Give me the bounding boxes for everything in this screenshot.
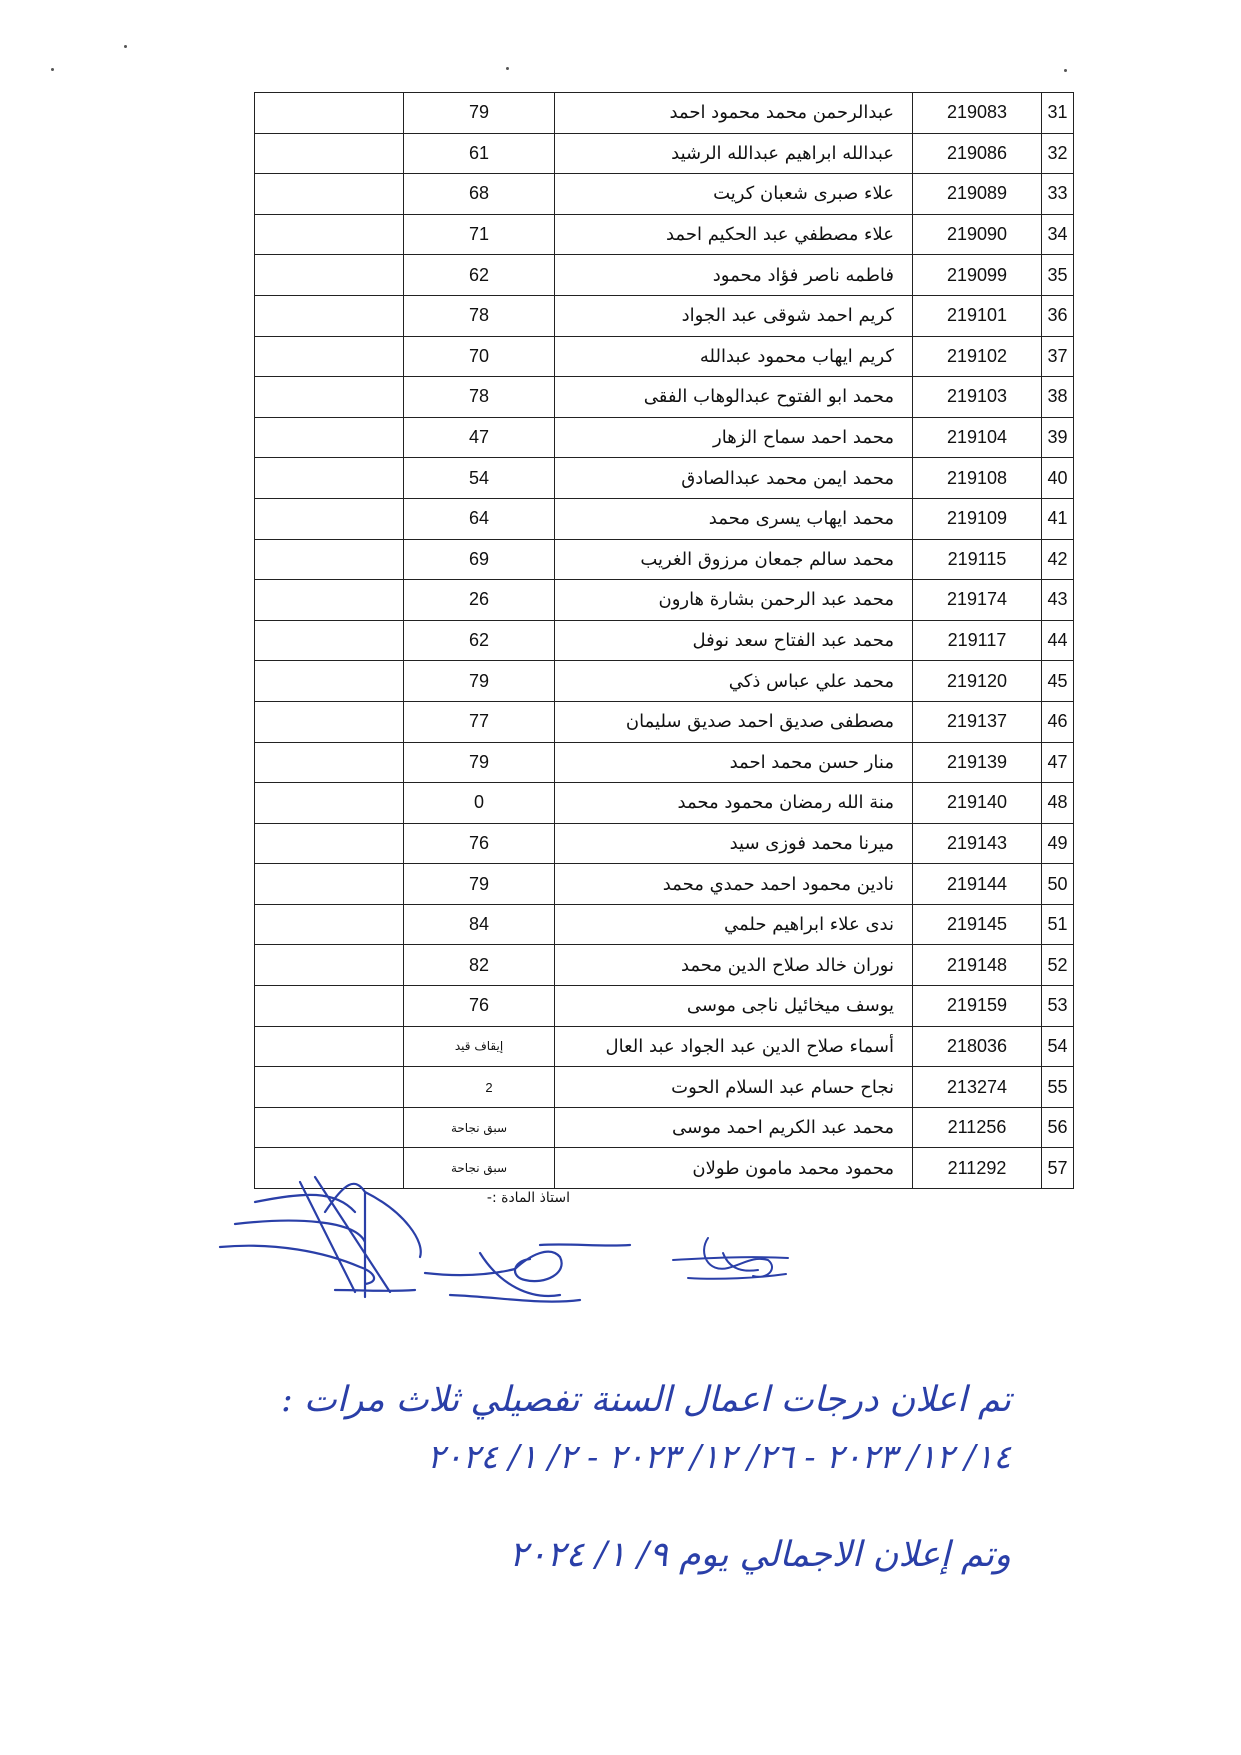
- student-id-cell: 219089: [913, 174, 1042, 215]
- blank-cell: [255, 945, 404, 986]
- student-name-cell: ندى علاء ابراهيم حلمي: [555, 904, 913, 945]
- grade-cell: 61: [404, 133, 555, 174]
- blank-cell: [255, 133, 404, 174]
- row-number-cell: 43: [1042, 580, 1074, 621]
- blank-cell: [255, 93, 404, 134]
- table-row: [255, 1026, 1074, 1067]
- table-row: [255, 336, 1074, 377]
- table-row: [255, 701, 1074, 742]
- scan-speck: [506, 67, 509, 70]
- student-name-cell: محمد سالم جمعان مرزوق الغريب: [555, 539, 913, 580]
- blank-cell: [255, 864, 404, 905]
- row-number-cell: 33: [1042, 174, 1074, 215]
- row-number-cell: 37: [1042, 336, 1074, 377]
- student-id-cell: 211256: [913, 1107, 1042, 1148]
- student-id-cell: 218036: [913, 1026, 1042, 1067]
- student-id-cell: 219102: [913, 336, 1042, 377]
- blank-cell: [255, 580, 404, 621]
- student-id-cell: 219174: [913, 580, 1042, 621]
- blank-cell: [255, 174, 404, 215]
- blank-cell: [255, 661, 404, 702]
- student-id-cell: 213274: [913, 1067, 1042, 1108]
- row-number-cell: 45: [1042, 661, 1074, 702]
- row-number-cell: 35: [1042, 255, 1074, 296]
- grades-table: [254, 92, 1074, 1189]
- student-id-cell: 219099: [913, 255, 1042, 296]
- row-number-cell: 46: [1042, 701, 1074, 742]
- row-number-cell: 32: [1042, 133, 1074, 174]
- scan-speck: [51, 68, 54, 71]
- student-id-cell: 219144: [913, 864, 1042, 905]
- blank-cell: [255, 620, 404, 661]
- row-number-cell: 57: [1042, 1148, 1074, 1189]
- student-id-cell: 219140: [913, 783, 1042, 824]
- row-number-cell: 40: [1042, 458, 1074, 499]
- student-id-cell: 219108: [913, 458, 1042, 499]
- student-name-cell: عبدالرحمن محمد محمود احمد: [555, 93, 913, 134]
- grade-cell: 76: [404, 986, 555, 1027]
- row-number-cell: 31: [1042, 93, 1074, 134]
- student-name-cell: نادين محمود احمد حمدي محمد: [555, 864, 913, 905]
- row-number-cell: 34: [1042, 214, 1074, 255]
- student-name-cell: محمد ابو الفتوح عبدالوهاب الفقى: [555, 377, 913, 418]
- grade-cell: 68: [404, 174, 555, 215]
- student-id-cell: 219120: [913, 661, 1042, 702]
- grade-cell: 62: [404, 255, 555, 296]
- row-number-cell: 42: [1042, 539, 1074, 580]
- grade-cell: 77: [404, 701, 555, 742]
- grade-cell: إيقاف قيد: [404, 1026, 555, 1067]
- student-id-cell: 219159: [913, 986, 1042, 1027]
- row-number-cell: 54: [1042, 1026, 1074, 1067]
- student-id-cell: 219101: [913, 295, 1042, 336]
- grade-cell: 79: [404, 742, 555, 783]
- student-id-cell: 219117: [913, 620, 1042, 661]
- grade-cell: 62: [404, 620, 555, 661]
- table-row: [255, 458, 1074, 499]
- student-id-cell: 219090: [913, 214, 1042, 255]
- row-number-cell: 51: [1042, 904, 1074, 945]
- handwritten-note-line-1: تم اعلان درجات اعمال السنة تفصيلي ثلاث مرات :: [280, 1380, 1011, 1420]
- scan-speck: [124, 45, 127, 48]
- student-id-cell: 219086: [913, 133, 1042, 174]
- table-row: [255, 214, 1074, 255]
- grade-cell: 79: [404, 864, 555, 905]
- blank-cell: [255, 377, 404, 418]
- student-name-cell: محمد عبد الفتاح سعد نوفل: [555, 620, 913, 661]
- row-number-cell: 56: [1042, 1107, 1074, 1148]
- row-number-cell: 47: [1042, 742, 1074, 783]
- grade-cell: سبق نجاحة: [404, 1107, 555, 1148]
- row-number-cell: 53: [1042, 986, 1074, 1027]
- blank-cell: [255, 823, 404, 864]
- student-name-cell: محمد ايمن محمد عبدالصادق: [555, 458, 913, 499]
- grade-cell: 71: [404, 214, 555, 255]
- table-row: [255, 1107, 1074, 1148]
- student-id-cell: 219145: [913, 904, 1042, 945]
- grade-cell: 54: [404, 458, 555, 499]
- blank-cell: [255, 742, 404, 783]
- student-name-cell: محمد احمد سماح الزهار: [555, 417, 913, 458]
- row-number-cell: 38: [1042, 377, 1074, 418]
- student-id-cell: 219115: [913, 539, 1042, 580]
- grade-cell: 70: [404, 336, 555, 377]
- table-row: [255, 377, 1074, 418]
- row-number-cell: 50: [1042, 864, 1074, 905]
- student-name-cell: محمد عبد الرحمن بشارة هارون: [555, 580, 913, 621]
- row-number-cell: 41: [1042, 498, 1074, 539]
- blank-cell: [255, 417, 404, 458]
- student-id-cell: 211292: [913, 1148, 1042, 1189]
- row-number-cell: 49: [1042, 823, 1074, 864]
- table-row: [255, 864, 1074, 905]
- row-number-cell: 36: [1042, 295, 1074, 336]
- student-name-cell: منة الله رمضان محمود محمد: [555, 783, 913, 824]
- row-number-cell: 48: [1042, 783, 1074, 824]
- grade-cell: 84: [404, 904, 555, 945]
- blank-cell: [255, 255, 404, 296]
- grade-cell: سبق نجاحة: [404, 1148, 555, 1189]
- student-name-cell: محمود محمد مامون طولان: [555, 1148, 913, 1189]
- student-id-cell: 219137: [913, 701, 1042, 742]
- table-row: [255, 133, 1074, 174]
- grade-cell: 78: [404, 295, 555, 336]
- grade-cell: 78: [404, 377, 555, 418]
- table-row: [255, 295, 1074, 336]
- blank-cell: [255, 336, 404, 377]
- table-row: [255, 742, 1074, 783]
- student-id-cell: 219143: [913, 823, 1042, 864]
- row-number-cell: 55: [1042, 1067, 1074, 1108]
- table-row: [255, 986, 1074, 1027]
- student-name-cell: محمد علي عباس ذكي: [555, 661, 913, 702]
- table-row: [255, 661, 1074, 702]
- table-row: [255, 620, 1074, 661]
- blank-cell: [255, 783, 404, 824]
- row-number-cell: 44: [1042, 620, 1074, 661]
- student-name-cell: منار حسن محمد احمد: [555, 742, 913, 783]
- blank-cell: [255, 701, 404, 742]
- student-name-cell: كريم ايهاب محمود عبدالله: [555, 336, 913, 377]
- blank-cell: [255, 214, 404, 255]
- grade-cell: 64: [404, 498, 555, 539]
- handwritten-note-line-3: وتم إعلان الاجمالي يوم ٩/ ١/ ٢٠٢٤: [509, 1535, 1011, 1575]
- student-name-cell: عبدالله ابراهيم عبدالله الرشيد: [555, 133, 913, 174]
- scan-speck: [1064, 69, 1067, 72]
- handwritten-note-line-2: ١٤/ ١٢/ ٢٠٢٣ - ٢٦/ ١٢/ ٢٠٢٣ - ٢/ ١/ ٢٠٢٤: [427, 1437, 1011, 1476]
- table-row: [255, 904, 1074, 945]
- table-row: [255, 1067, 1074, 1108]
- signature-2: [420, 1225, 635, 1315]
- grade-cell: 47: [404, 417, 555, 458]
- table-row: [255, 498, 1074, 539]
- student-name-cell: علاء مصطفي عبد الحكيم احمد: [555, 214, 913, 255]
- student-name-cell: يوسف ميخائيل ناجى موسى: [555, 986, 913, 1027]
- student-name-cell: نجاح حسام عبد السلام الحوت: [555, 1067, 913, 1108]
- student-name-cell: أسماء صلاح الدين عبد الجواد عبد العال: [555, 1026, 913, 1067]
- grade-cell: 79: [404, 93, 555, 134]
- table-row: [255, 783, 1074, 824]
- table-row: [255, 93, 1074, 134]
- row-number-cell: 39: [1042, 417, 1074, 458]
- student-name-cell: فاطمه ناصر فؤاد محمود: [555, 255, 913, 296]
- table-row: [255, 580, 1074, 621]
- blank-cell: [255, 1026, 404, 1067]
- table-row: [255, 945, 1074, 986]
- student-name-cell: مصطفى صديق احمد صديق سليمان: [555, 701, 913, 742]
- student-name-cell: كريم احمد شوقى عبد الجواد: [555, 295, 913, 336]
- table-row: [255, 823, 1074, 864]
- blank-cell: [255, 904, 404, 945]
- row-number-cell: 52: [1042, 945, 1074, 986]
- student-name-cell: ميرنا محمد فوزى سيد: [555, 823, 913, 864]
- student-id-cell: 219103: [913, 377, 1042, 418]
- grade-cell: 79: [404, 661, 555, 702]
- blank-cell: [255, 498, 404, 539]
- student-id-cell: 219083: [913, 93, 1042, 134]
- student-id-cell: 219109: [913, 498, 1042, 539]
- student-name-cell: علاء صبرى شعبان كريت: [555, 174, 913, 215]
- blank-cell: [255, 1107, 404, 1148]
- grade-cell: 69: [404, 539, 555, 580]
- student-name-cell: محمد عبد الكريم احمد موسى: [555, 1107, 913, 1148]
- blank-cell: [255, 458, 404, 499]
- blank-cell: [255, 1067, 404, 1108]
- student-id-cell: 219139: [913, 742, 1042, 783]
- grade-cell: 82: [404, 945, 555, 986]
- table-row: [255, 539, 1074, 580]
- grade-cell: 2: [404, 1067, 555, 1108]
- blank-cell: [255, 539, 404, 580]
- student-name-cell: نوران خالد صلاح الدين محمد: [555, 945, 913, 986]
- table-row: [255, 255, 1074, 296]
- student-id-cell: 219148: [913, 945, 1042, 986]
- table-row: [255, 417, 1074, 458]
- grade-cell: 26: [404, 580, 555, 621]
- course-teacher-label: استاذ المادة :-: [486, 1190, 570, 1206]
- blank-cell: [255, 295, 404, 336]
- blank-cell: [255, 986, 404, 1027]
- table-row: [255, 174, 1074, 215]
- student-id-cell: 219104: [913, 417, 1042, 458]
- grades-table-body: [255, 93, 1074, 1189]
- signature-3: [668, 1228, 798, 1298]
- grade-cell: 0: [404, 783, 555, 824]
- grade-cell: 76: [404, 823, 555, 864]
- student-name-cell: محمد ايهاب يسرى محمد: [555, 498, 913, 539]
